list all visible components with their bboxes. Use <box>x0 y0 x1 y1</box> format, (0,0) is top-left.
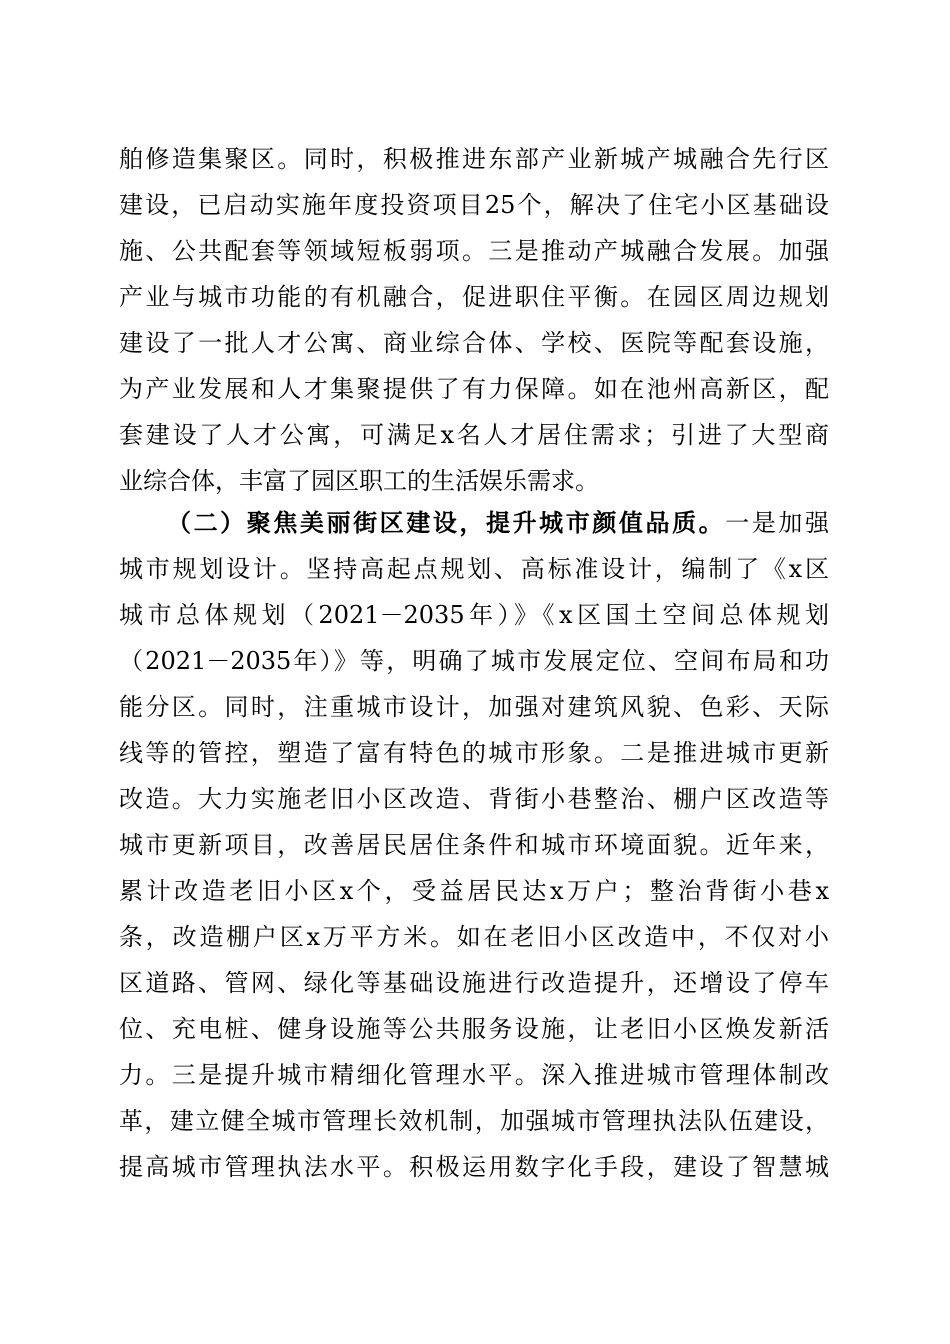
paragraph-line: 力。三是提升城市精细化管理水平。深入推进城市管理体制改 <box>119 1061 829 1089</box>
paragraph-line-rest: 一是加强 <box>725 509 829 537</box>
paragraph-line: 城市更新项目，改善居民居住条件和城市环境面貌。近年来， <box>119 831 829 859</box>
paragraph-beautiful-streets <box>119 500 829 1190</box>
paragraph-line: 城市规划设计。坚持高起点规划、高标准设计，编制了《x区 <box>119 555 829 583</box>
paragraph-line: 线等的管控，塑造了富有特色的城市形象。二是推进城市更新 <box>119 739 829 767</box>
paragraph-line: 建设，已启动实施年度投资项目25个，解决了住宅小区基础设 <box>119 191 829 219</box>
paragraph-line: 施、公共配套等领域短板弱项。三是推动产城融合发展。加强 <box>119 237 829 265</box>
paragraph-line: 条，改造棚户区x万平方米。如在老旧小区改造中，不仅对小 <box>119 923 829 951</box>
section-heading: （二）聚焦美丽街区建设，提升城市颜值品质。 <box>167 509 726 537</box>
paragraph-line: 改造。大力实施老旧小区改造、背街小巷整治、棚户区改造等 <box>119 785 829 813</box>
paragraph-line: 产业与城市功能的有机融合，促进职住平衡。在园区周边规划 <box>119 283 829 311</box>
paragraph-line: 舶修造集聚区。同时，积极推进东部产业新城产城融合先行区 <box>119 145 829 173</box>
paragraph-line: 城市总体规划（2021－2035年）》《x区国土空间总体规划 <box>119 601 829 629</box>
paragraph-line: 套建设了人才公寓，可满足x名人才居住需求；引进了大型商 <box>119 421 829 449</box>
paragraph-urban-industry <box>119 136 829 504</box>
paragraph-line: 提高城市管理执法水平。积极运用数字化手段，建设了智慧城 <box>119 1153 829 1181</box>
paragraph-line: 能分区。同时，注重城市设计，加强对建筑风貌、色彩、天际 <box>119 693 829 721</box>
paragraph-line: 革，建立健全城市管理长效机制，加强城市管理执法队伍建设， <box>119 1107 829 1135</box>
paragraph-line: 业综合体，丰富了园区职工的生活娱乐需求。 <box>119 467 599 495</box>
paragraph-line: 区道路、管网、绿化等基础设施进行改造提升，还增设了停车 <box>119 969 829 997</box>
paragraph-line: 建设了一批人才公寓、商业综合体、学校、医院等配套设施， <box>119 329 829 357</box>
paragraph-line: 累计改造老旧小区x个，受益居民达x万户；整治背街小巷x <box>119 877 829 905</box>
paragraph-line: 位、充电桩、健身设施等公共服务设施，让老旧小区焕发新活 <box>119 1015 829 1043</box>
paragraph-line: （2021－2035年）》等，明确了城市发展定位、空间布局和功 <box>119 647 829 675</box>
paragraph-first-line <box>119 500 829 546</box>
paragraph-line: 为产业发展和人才集聚提供了有力保障。如在池州高新区，配 <box>119 375 829 403</box>
